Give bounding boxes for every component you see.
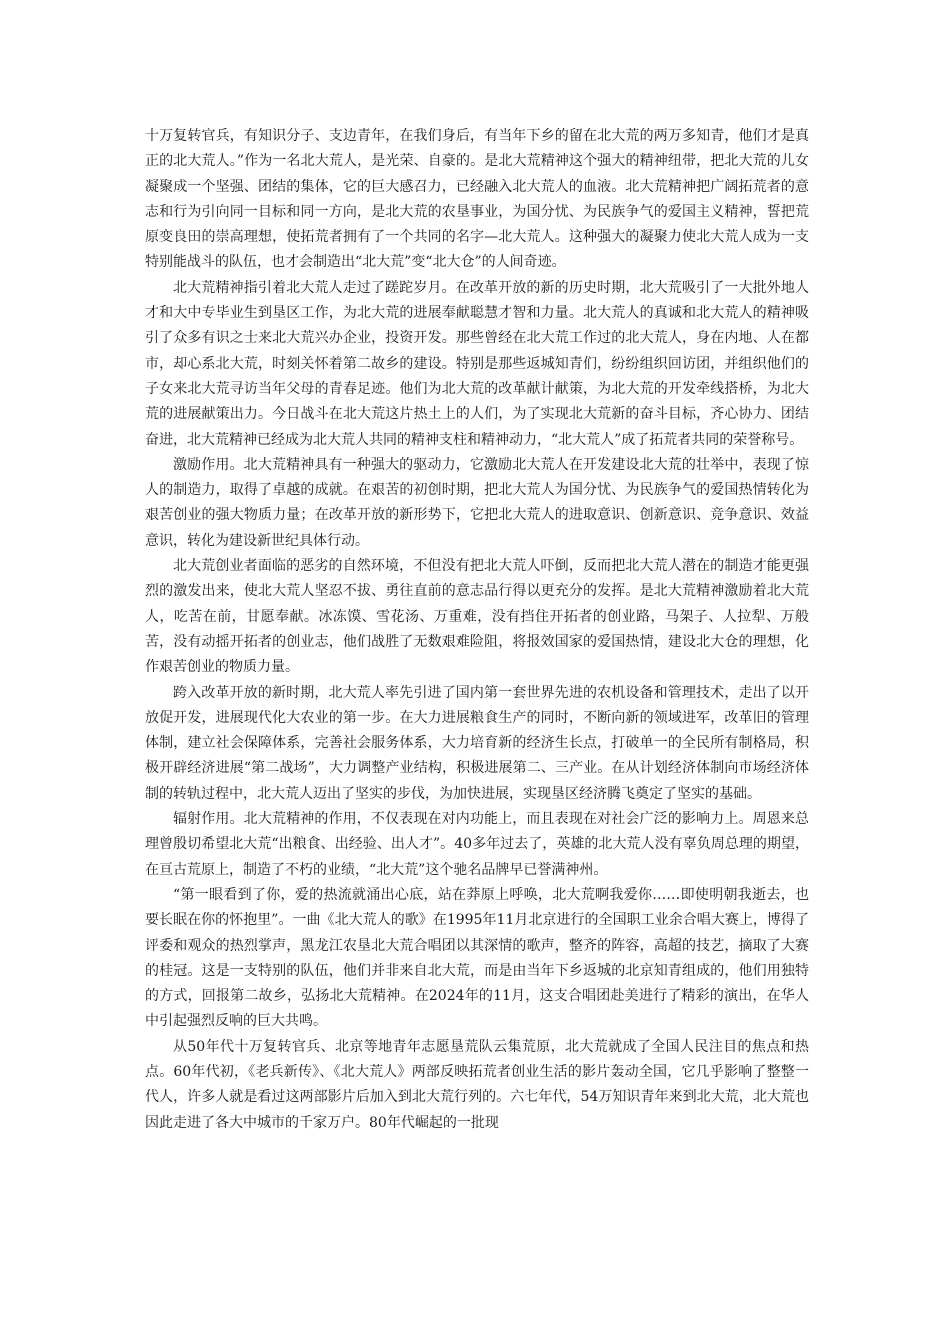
document-page (145, 124, 809, 1136)
paragraph-8: 从50年代十万复转官兵、北京等地青年志愿垦荒队云集荒原，北大荒就成了全国人民注目的焦点和热点。60年代初，《老兵新传》、《北大荒人》两部反映拓荒者创业生活的影片轰动全国，它几乎影响了整整一代人，许多人就是看过这两部影片后加入到北大荒行列的。六七年代，54万知识青年来到北大荒，北大荒也因此走进了各大中城市的千家万户。80年代崛起的一批现 (145, 1038, 809, 1131)
paragraph-7: “第一眼看到了你，爱的热流就涌出心底，站在莽原上呼唤，北大荒啊我爱你……即使明朝我逝去，也要长眠在你的怀抱里”。一曲《北大荒人的歌》在1995年11月北京进行的全国职工业余合唱大赛上，博得了评委和观众的热烈掌声，黑龙江农垦北大荒合唱团以其深情的歌声，整齐的阵容，高超的技艺，摘取了大赛的桂冠。这是一支特别的队伍，他们并非来自北大荒，而是由当年下乡返城的北京知青组成的，他们用独特的方式，回报第二故乡，弘扬北大荒精神。在2024年的11月，这支合唱团赴美进行了精彩的演出，在华人中引起强烈反响的巨大共鸣。 (145, 886, 809, 1030)
paragraph-2: 北大荒精神指引着北大荒人走过了蹉跎岁月。在改革开放的新的历史时期，北大荒吸引了一大批外地人才和大中专毕业生到垦区工作，为北大荒的进展奉献聪慧才智和力量。北大荒人的真诚和北大荒人的精神吸引了众多有识之士来北大荒兴办企业，投资开发。那些曾经在北大荒工作过的北大荒人，身在内地、人在都市，却心系北大荒，时刻关怀着第二故乡的建设。特别是那些返城知青们，纷纷组织回访团，并组织他们的子女来北大荒寻访当年父母的青春足迹。他们为北大荒的改革献计献策，为北大荒的开发牵线搭桥，为北大荒的进展献策出力。今日战斗在北大荒这片热土上的人们，为了实现北大荒新的奋斗目标，齐心协力、团结奋进，北大荒精神已经成为北大荒人共同的精神支柱和精神动力，“北大荒人”成了拓荒者共同的荣誉称号。 (145, 279, 809, 448)
paragraph-1: 十万复转官兵，有知识分子、支边青年，在我们身后，有当年下乡的留在北大荒的两万多知青，他们才是真正的北大荒人。”作为一名北大荒人，是光荣、自豪的。是北大荒精神这个强大的精神纽带，把北大荒的儿女凝聚成一个坚强、团结的集体，它的巨大感召力，已经融入北大荒人的血液。北大荒精神把广阔拓荒者的意志和行为引向同一目标和同一方向，是北大荒的农垦事业，为国分忧、为民族争气的爱国主义精神，誓把荒原变良田的崇高理想，使拓荒者拥有了一个共同的名字—北大荒人。这种强大的凝聚力使北大荒人成为一支特别能战斗的队伍，也才会制造出“北大荒”变“北大仓”的人间奇迹。 (145, 128, 809, 271)
paragraph-5: 跨入改革开放的新时期，北大荒人率先引进了国内第一套世界先进的农机设备和管理技术，走出了以开放促开发，进展现代化大农业的第一步。在大力进展粮食生产的同时，不断向新的领域进军，改革旧的管理体制，建立社会保障体系，完善社会服务体系，大力培育新的经济生长点，打破单一的全民所有制格局，积极开辟经济进展“第二战场”，大力调整产业结构，积极进展第二、三产业。在从计划经济体制向市场经济体制的转轨过程中，北大荒人迈出了坚实的步伐，为加快进展，实现垦区经济腾飞奠定了坚实的基础。 (145, 684, 809, 802)
paragraph-6: 辐射作用。北大荒精神的作用，不仅表现在对内功能上，而且表现在对社会广泛的影响力上。周恩来总理曾殷切希望北大荒“出粮食、出经验、出人才”。40多年过去了，英雄的北大荒人没有辜负周总理的期望，在亘古荒原上，制造了不朽的业绩，“北大荒”这个驰名品牌早已誉满神州。 (145, 811, 809, 878)
paragraph-4: 北大荒创业者面临的恶劣的自然环境，不但没有把北大荒人吓倒，反而把北大荒人潜在的制造才能更强烈的激发出来，使北大荒人坚忍不拔、勇往直前的意志品行得以更充分的发挥。是北大荒精神激励着北大荒人，吃苦在前，甘愿奉献。冰冻馍、雪花汤、万重难，没有挡住开拓者的创业路，马架子、人拉犁、万般苦，没有动摇开拓者的创业志，他们战胜了无数艰难险阻，将报效国家的爱国热情，建设北大仓的理想，化作艰苦创业的物质力量。 (145, 558, 809, 676)
paragraph-3: 激励作用。北大荒精神具有一种强大的驱动力，它激励北大荒人在开发建设北大荒的壮举中，表现了惊人的制造力，取得了卓越的成就。在艰苦的初创时期，把北大荒人为国分忧、为民族争气的爱国热情转化为艰苦创业的强大物质力量；在改革开放的新形势下，它把北大荒人的进取意识、创新意识、竞争意识、效益意识，转化为建设新世纪具体行动。 (145, 456, 809, 549)
